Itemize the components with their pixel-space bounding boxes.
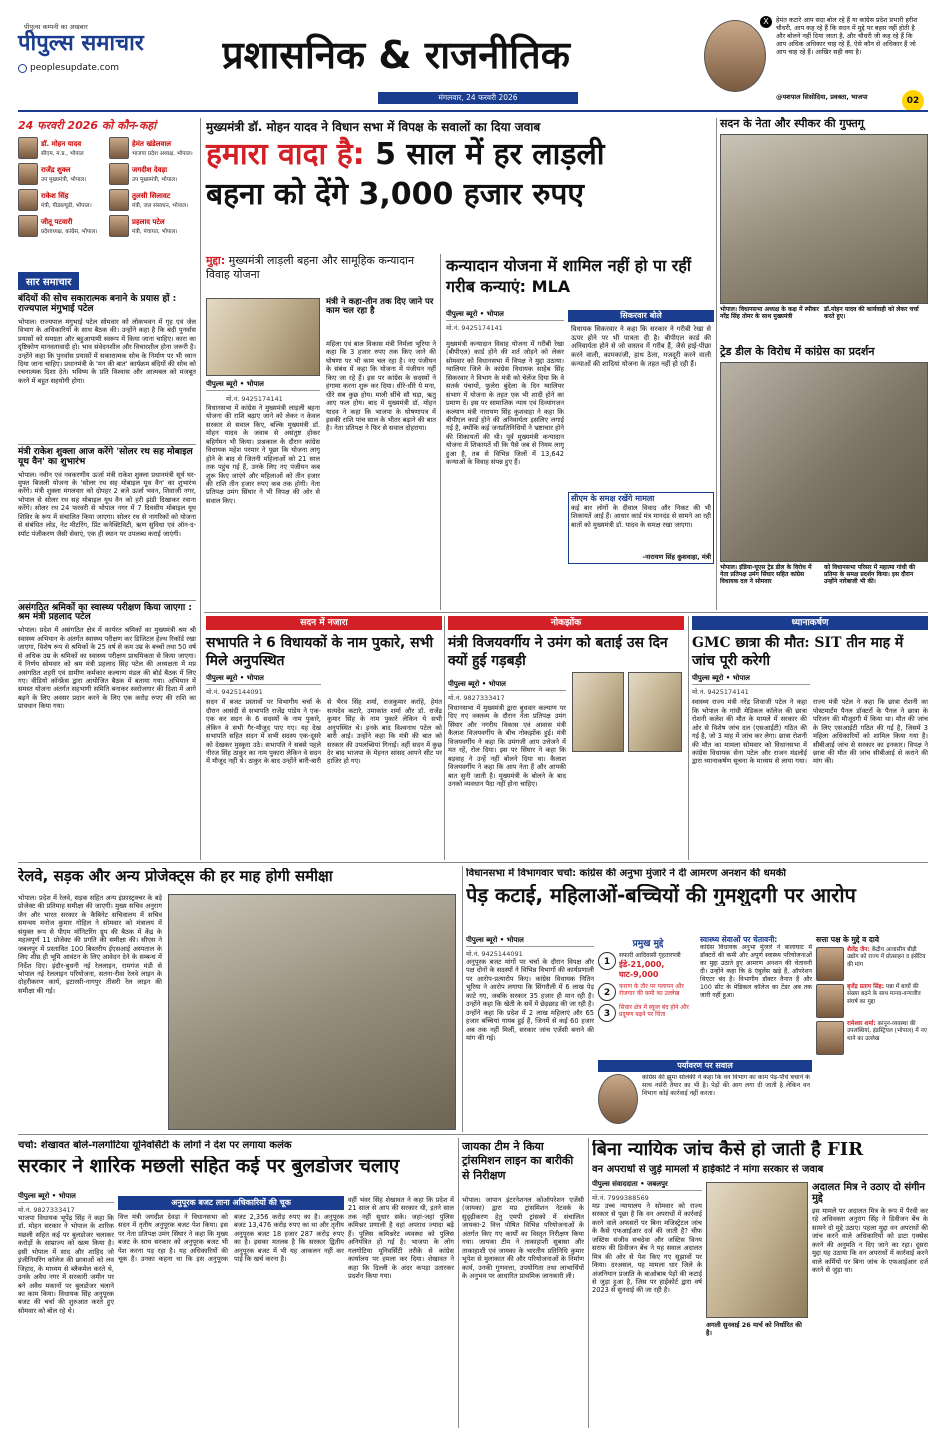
lead-photo [206,298,320,376]
section-title: प्रशासनिक & राजनीतिक [222,33,570,77]
right-divider [716,118,717,610]
sadan-block [720,118,928,336]
fir-photo-caption: अगली सुनवाई 26 मार्च को निर्धारित की है। [706,1321,802,1337]
tweet-avatar [704,20,766,92]
sabhapati-byline: पीपुल्स ब्यूरो • भोपाल [206,674,321,685]
ruling-item-3: रामेश्वर शर्मा: कानून-व्यवस्था की उपलब्धियां, इंडस्ट्रियल (भोपाल) में नए थाने का उल्लेख [816,1021,928,1055]
railway-photo [168,894,456,1130]
ruling-item-1: शैलेंद्र जैन: केंद्रीय आवासीय बीड़ी उद्योग को राज्य में प्रोत्साहन व इंसेंटिव की मांग [816,947,928,981]
env-box [598,1060,812,1130]
person-avatar [18,137,38,159]
mudde-box [598,936,698,1056]
person-role: मंत्री, पीडब्ल्यूडी, भोपाल। [41,202,92,209]
vijay-block [448,616,684,860]
person-role: उप मुख्यमंत्री, भोपाल। [41,176,87,183]
fir-byline: पीपुल्स संवाददाता • जबलपुर मो.नं. 7999388569 [592,1180,702,1202]
saar-item-2-body: भोपाल। नवीन एवं नवकरणीय ऊर्जा मंत्री राकेश शुक्ला प्रधानमंत्री सूर्य घर-मुफ्त बिजली योजना के 'सोलर रथ सह मोबाइल यूथ वैन' का शुभारंभ करेंगे। मंत्री शुक्ला मंगलवार को दोपहर 2 बजे ऊर्जा भवन, शिवाजी नगर, भोपाल से सोलर रथ सह मोबाइल यूथ वैन को हरी झंडी दिखाकर रवाना करेंगे। सोलर रथ 24 फरवरी से भोपाल नगर में 7 दिवसीय मोबाइल यूथ शिविर के रूप में संचालित किया जाएगा। सोलर रथ से नागरिकों को योजना से संबंधित लोड, नेट मीटरिंग, प्रिंट कनेक्टिविटी, ऋण सुविधा एवं ऑन-द-स्पॉट पंजीकरण जैसी सेवाएं, एक ही स्थान पर उपलब्ध कराई जाएंगी। [18,470,196,538]
lead-quote-title: मंत्री ने कहा-तीन तक दिए जाने पर काम चल रहा है [326,297,434,317]
kanyadan-byline: पीपुल्स ब्यूरो • भोपाल मो.नं. 9425174141 [446,310,564,332]
sabhapati-headline: सभापति ने 6 विधायकों के नाम पुकारे, सभी मिले अनुपस्थित [206,635,434,670]
fir-sub: वन अपराधों से जुड़े मामलों में हाईकोर्ट ने मांगा सरकार से जवाब [592,1164,824,1175]
tweet-handle: @यशपाल सिसोदिया, प्रवक्ता, भाजपा [776,93,868,101]
sabhapati-mobile: मो.नं. 9425144091 [206,688,263,697]
saar-item-1 [18,295,196,440]
saar-item-2 [18,444,196,596]
sikarwar-label: सिकरवार बोले [568,310,714,322]
person-name: डॉ. मोहन यादव [41,139,82,148]
person-avatar [109,163,129,185]
page-number: 02 [902,90,924,112]
vijay-byline: पीपुल्स ब्यूरो • भोपाल [448,680,566,691]
anshan-byline: पीपुल्स ब्यूरो • भोपाल मो.नं. 9425144091 [466,936,594,958]
lead-col-2: महिला एवं बाल विकास मंत्री निर्मला भूरिया ने कहा कि 3 हजार रुपए तक किए जाने की घोषणा पर भी काम चल रहा है। नए पंजीयन के संबंध में कहा कि योजना में पंजीयन नहीं किए जा रहे हैं। इस पर कांग्रेस के सदस्यों ने हंगामा करना शुरू कर दिया। धीरे-धीरे ये मना, धीरे सब कुछ होय। माली सींचे सौ घड़ा, ऋतु आए फल होय। बाद में मुख्यमंत्री डॉ. मोहन यादव ने कहा कि भाजपा के घोषणापत्र में इसकी राशि पांच साल के भीतर बढ़ाने की बात है। नेता प्रतिपक्ष ने फिर से सवाल दोहराया। [326,340,436,433]
person-entry [109,215,196,237]
kanyadan-body: मुख्यमंत्री कन्यादान विवाह योजना में गरीबी रेखा (बीपीएल) कार्ड होने की शर्त जोड़ने को लेकर सोमवार को विधानसभा में विपक्ष ने मुद्दा उठाया। ग्वालियर जिले के कांग्रेस विधायक साहेब सिंह सिकरवार ने विभाग के मंत्री को चेलेंज दिया कि वे सतर्क पंचायों, फुलेरा बुंदेला के दिन ग्वालियर संभाग में योजना के तहत एक भी शादी होने का प्रमाण दें। इस पर सामाजिक न्याय एवं दिव्यांगजन कल्याण मंत्री नारायण सिंह कुशवाहा ने कहा कि बीपीएल कार्ड होने की अनिवार्यता इसलिए लगाई गई है, क्योंकि कई जनप्रतिनिधियों ने भ्रष्टाचार होने की शिकायतों की थी। पूर्व मुख्यमंत्री कन्यादान योजना में शिकायतें थीं कि पैसे जब से नियम लागू हुआ है, तब से विभिन्न जिलों में 13,642 कन्याओं के विवाह संपन्न हुए हैं। [446,340,564,467]
lower-divider [462,866,463,1132]
masthead-logo [18,22,218,92]
saar-label: सार समाचार [18,272,79,290]
vijay-mobile: मो.नं. 9827333417 [448,694,505,702]
trade-caption-2: को विधानसभा परिसर में महात्मा गांधी की प्रतिमा के समक्ष प्रदर्शन किया। इस दौरान उन्होंने नारेबाजी भी की। [824,564,915,586]
person-name: राकेश सिंह [41,191,69,200]
person-avatar [109,137,129,159]
globe-icon [18,64,27,73]
row-rule-3 [18,1134,928,1135]
health-body: कांग्रेस विधायक अनुभा मुंजारे ने बालाघाट में डॉक्टरों की कमी और अपूर्ण स्वास्थ्य परियोजनाओं का मुद्दा उठाते हुए आमरण अनशन की चेतावनी दी। उन्होंने कहा कि 8 एंबुलेंस खड़े हैं, ऑपरेशन थिएटर बंद है। विभागीय डॉक्टर तैनात हैं और 100 सीट के मेडिकल कॉलेज का टेंडर अब तक जारी नहीं हुआ। [700,944,812,999]
person-entry [109,163,196,185]
tweet-box [696,12,928,108]
mudde-3: 3 सिवार क्षेत्र में स्कूल बंद होने और प्रदूषण बढ़ने पर चिंता [598,1004,698,1022]
saar-item-3-body: भोपाल। प्रदेश में असंगठित क्षेत्र में कार्यरत श्रमिकों का मुख्यमंत्री श्रम श्री स्वास्थ्य अभियान के अंतर्गत स्वास्थ्य परीक्षण कर डिजिटल हेल्थ रिकॉर्ड रखा जाएगा, विशेष रूप से श्रमिकों के 25 वर्ष से कम उम्र के बच्चों तथा 50 वर्ष से अधिक उम्र के श्रमिकों का स्वास्थ्य परीक्षण प्राथमिकता से किया जाएगा। ये निर्णय सोमवार को श्रम मंत्री प्रहलाद सिंह पटेल की अध्यक्षता में मप्र असंगठित शहरी एवं ग्रामीण कर्मकार कल्याण मंडल की बोर्ड बैठक में लिए गए। वीडियो कॉन्फ्रेंस द्वारा आयोजित बैठक में बताया गया। अभियान में समस्त योजना अंतर्गत सहभागी समिति बनाकर स्वरोजगार की दिशा में आगे बढ़ने के लिए अवसर प्रदान करने के लिए एक करोड़ रुपए की राशि का प्रावधान किया गया। [18,626,196,711]
logo-tagline: पीपुल्स कम्पनी का अखबार [24,23,88,31]
supp-body: वित्त मंत्री जगदीश देवड़ा ने विधानसभा को सदन में तृतीय अनुपूरक बजट पेश किया। इस पर नेता प्रतिपक्ष उमंग सिंघार ने कहा कि मुख्य बजट के साथ सरकार को अनुपूरक बजट भी पेश करना पड़ रहा है। यह अधिकारियों की चूक है। उनका कहना था कि इस अनुपूरक बजट 2,356 करोड़ रुपए का है। अनुपूरक बजट 13,476 करोड़ रुपए का था और तृतीय अनुपूरक बजट 18 हजार 287 करोड़ रुपए का है। इसका मतलब है कि सरकार द्वितीय अनुपूरक बजट में भी यह आकलन नहीं कर पाई कि खर्च करना है। [118,1213,344,1264]
sikarwar-box [568,310,714,586]
jayaka-headline: जायका टीम ने किया ट्रांसमिशन लाइन का बारीकी से निरीक्षण [462,1140,574,1182]
sadan-header: सदन के नेता और स्पीकर की गुफ्तगू [720,117,864,130]
lead-kicker: मुख्यमंत्री डॉ. मोहन यादव ने विधान सभा में विपक्ष के सवालों का दिया जवाब [206,120,541,134]
trade-photo [720,362,928,562]
jayaka-body: भोपाल। जापान इंटरनेशनल कोऑपरेशन एजेंसी (जायका) द्वारा मप्र ट्रांसमिशन नेटवर्क के सुदृढ़ीकरण हेतु एमपी ट्रांसको में संचालित जायका-2 वित्त पोषित विभिन्न परियोजनाओं के अंतर्गत किए गए कार्यों का विस्तृत निरीक्षण किया गया। जायका टीम ने ताकाहाशी सुबासा और ताकाहाशी एवं जायका के भारतीय प्रतिनिधि कुमार भूपेश से मुलाकात की और परियोजनाओं के निर्माण कार्य, उनकी गुणवत्ता, उपयोगिता तथा लाभार्थियों के अनुभव पर आधारित प्राथमिक जानकारी ली। [462,1196,584,1280]
bulldozer-headline: सरकार ने शारिक मछली सहित कई पर बुलडोजर चलाए [18,1156,400,1177]
railway-body: भोपाल। प्रदेश में रेलवे, सड़क सहित अन्य इंफ्रास्ट्रक्चर के बड़े प्रोजेक्ट की प्रतिमाह समीक्षा की जाएगी। मुख्य सचिव अनुराग जैन और भारत सरकार के कैबिनेट सचिवालय में सचिव समन्वय मनोज कुमार गोहिल ने सोमवार को मंत्रालय में संयुक्त रूप से पीएम मॉनिटरिंग ग्रुप की बैठक में केंद्र के महत्वपूर्ण 11 प्रोजेक्ट की प्रगति की समीक्षा की। सीएस ने जबलपुर में प्रस्तावित 100 बिस्तरीय ईएसआई अस्पताल के लिए शीघ्र ही भूमि आवंटन के लिए आवेदन देने के सम्बन्ध में निर्देश दिए। इंदौर-बुधनी नई रेललाइन, रामगंज मंडी से भोपाल नई रेललाइन परियोजना, सतना-रीवा रेलवे लाइन के दोहरीकरण कार्य, इटारसी-नागपुर तीसरी रेल लाइन की समीक्षा की गई। [18,894,162,995]
mudde-title: प्रमुख मुद्दे [632,939,664,949]
sabhapati-block [206,616,442,860]
who-where-box [18,118,196,263]
env-label: पर्यावरण पर सवाल [598,1060,812,1072]
person-name: तुलसी सिलावट [132,191,171,200]
lead-headline [206,136,714,248]
supp-label: अनुपूरक बजट लाना अधिकारियों की चूक [118,1196,344,1210]
person-role: सीएम, म.प्र., भोपाल [41,150,84,157]
lead-mobile: मो.नं. 9425174141 [226,395,283,403]
ruling-avatar-2 [816,984,844,1018]
lead-headline-part3: बहना को देंगे 3,000 हजार रुपए [206,177,585,212]
gmc-headline: GMC छात्रा की मौत: SIT तीन माह में जांच पूरी करेगी [692,635,904,670]
cm-box-title: सीएम के समक्ष रखेंगे मामला [571,494,655,503]
gmc-mobile: मो.नं. 9425174141 [692,688,749,697]
mudde-3-number: 3 [598,1004,616,1022]
person-avatar [109,189,129,211]
bulldozer-body: भाजपा विधायक भूपेंद्र सिंह ने कहा कि डॉ. मोहन सरकार ने भोपाल के शारिक मछली सहित कई पर बुलडोजर चलाकर करोड़ों के साम्राज्य को खत्म किया है। इसी भोपाल में साद और शाहिद जो इंजीनियरिंग कॉलेज की छात्राओं को लव जिहाद, के माध्यम से ब्लैकमेल करते थे, उनके अवैध नगर में सरकारी जमीन पर बने अवैध मकानों पर बुलडोजर चलाने का काम किया। विधायक सिंह अनुपूरक बजट की चर्चा की शुरुआत करते हुए सोमवार को बोल रहे थे। [18,1214,114,1315]
trade-header: ट्रेड डील के विरोध में कांग्रेस का प्रदर्शन [720,345,875,358]
gmc-byline: पीपुल्स ब्यूरो • भोपाल [692,674,810,685]
lead-headline-part2: 5 साल में हर लाड़ली [375,137,605,172]
mid-divider-1 [444,616,445,860]
logo-url [18,63,218,73]
mudde-2-number: 2 [598,983,616,1001]
gmc-body: स्वास्थ्य राज्य मंत्री नरेंद्र शिवाजी पटेल ने कहा कि भोपाल के गांधी मेडिकल कॉलेज की छात्रा रोशनी कलेश की मौत के मामले में सरकार की ओर से विशेष जांच दल (एसआईटी) गठित की गई है, जो 3 माह में जांच कर लेगा। छात्रा रोशनी की मौत का मामला सोमवार को विधानसभा में कांग्रेस विधायक सेना पटेल और राजन मंडलोई द्वारा ध्यानाकर्षण सूचना के माध्यम से लाया गया। राज्य मंत्री पटेल ने कहा कि छात्रा रोशनी का पोस्टमार्टम पैनल डॉक्टरों के पैनल ने छात्रा के परिजन की मौजूदगी में किया था। मौत की जांच के लिए एसआईटी गठित की गई है, जिसमें 3 महिला अधिकारियों को शामिल किया गया है। सीबीआई जांच से सरकार का इनकार। विपक्ष ने छात्रा की मौत की जांच सीबीआई से कराने की मांग की। [692,698,928,766]
person-name: जीतू पटवारी [41,217,73,226]
person-name: जगदीश देवड़ा [132,165,168,174]
ruling-item-2: बृजेंद्र प्रताप सिंह: पन्ना में बाघों की संख्या बढ़ने के साथ मानव-वन्यजीव संघर्ष का मुद्दा [816,984,928,1018]
vijay-body: विधानसभा में मुख्यमंत्री द्वारा बुधवार कल्याण पर दिए गए वक्तव्य के दौरान नेता प्रतिपक्ष उमंग सिंघार और नगरीय विकास एवं आवास मंत्री कैलाश विजयवर्गीय के बीच नोकझोंक हुई। मंत्री विजयवर्गीय ने कहा कि उमंगजी आप उत्तेजने में मत रहें, रोल दिया। इस पर सिंघार ने कहा कि बड़वाह ने उन्हें नहीं बोलने दिया था। कैलाश विजयवर्गीय ने कहा कि आप नेता हैं और आपकी बात सुनी जाती है। मुख्यमंत्री के बोलने के बाद उनको व्यवधान पैदा नहीं होना चाहिए। [448,704,566,788]
saar-samachar [18,270,196,870]
masthead-rule [18,110,928,112]
trade-block [720,346,928,610]
fir-body: मप्र उच्च न्यायालय ने सोमवार को राज्य सरकार से पूछा है कि वन अपराधों में कार्रवाई करने वाले अफसरों पर बिना मजिस्ट्रेटल जांच के कैसे एफआईआर दर्ज की जाती है? चीफ जस्टिस संजीव सचदेवा और जस्टिस विनय सराफ की डिवीजन बेंच ने यह सवाल अदालत मित्र की ओर से पेश किए गए सुझावों पर किया। दरअसल, यह मामला धार जिले के अंजनियान प्रजाति के बाओबाब पेड़ों की कटाई से जुड़ा हुआ है, जिस पर हाईकोर्ट द्वारा वर्ष 2023 से सुनवाई की जा रही है। [592,1202,702,1295]
person-entry [18,137,105,159]
column-divider [200,118,201,860]
person-entry [18,189,105,211]
saar-item-1-body: भोपाल। राज्यपाल मंगुभाई पटेल सोमवार को लोकभवन में गृह एवं जेल विभाग के अधिकारियों के साथ बैठक की। उन्होंने कहा है कि बंदी पुनर्वास प्रयासों को समग्रता और बहुआयामी स्वरूप में किया जाना चाहिए। कारा का दृष्टिकोण मानवतावादी हो। भाव संवेदनशील और विचारशील होना जरूरी है। उन्होंने कहा कि पुनर्वास प्रयासों में सकारात्मक सोच के निर्माण पर भी ध्यान दिया जाना चाहिए। प्रधानमंत्री के 'मन की बात' कार्यक्रम बंदियों की सोच को रचनात्मक दिशा देते। भविष्य के प्रति विश्वास और आत्मबल को मजबूत करने में बहुत सहयोगी होगा। [18,317,196,385]
sadan-caption-2: डॉ.मोहन यादव की कार्यवाही को लेकर चर्चा करते हुए। [824,306,919,321]
lead-headline-red: हमारा वादा है: [206,137,365,172]
saar-item-3-title: असंगठित श्रमिकों का स्वास्थ्य परीक्षण किया जाएगा : श्रम मंत्री प्रहलाद पटेल [18,602,192,623]
sabhapati-body: सदन में बजट प्रस्तावों पर विभागीय चर्चा के दौरान आसंदी से सभापति राजेंद्र पांडेय ने एक-एक कर सदन के 6 सदस्यों के नाम पुकारे, लेकिन वे सभी गैर-मौजूद पाए गए। यह देख सभापति सहित सदन में सभी सदस्य एक-दूसरे को देखकर मुस्कुरा उठे। सभापति ने सबसे पहले नीरज सिंह ठाकुर का नाम पुकारा लेकिन वे सदन में मौजूद नहीं थे। ठाकुर के बाद उन्होंने बारी-बारी से भैरव सिंह शर्मा, राजकुमार कर्राहे, हेमंत सत्यदेव कटारे, उमाकांत शर्मा और डॉ. राजेंद्र कुमार सिंह के नाम पुकारे लेकिन ये सभी अनुपस्थित थे। इनके बाद विश्वनाथ पटेल को बारी आई। उन्होंने कहा कि मंत्री की बात को सरकार की उपलब्धियां गिनाईं। वहीं सदन में कुछ देर बाद भाजपा के मेहनत सांसद आपने सीट पर हाजिर हो गए। [206,698,442,766]
adalat-box [812,1182,928,1426]
ruling-avatar-3 [816,1021,844,1055]
health-box [700,936,812,1056]
x-icon: X [760,16,772,28]
person-entry [109,189,196,211]
person-role: मंत्री, पंचायत, भोपाल। [132,228,178,235]
sadan-photo [720,134,928,304]
kanyadan-headline: कन्यादान योजना में शामिल नहीं हो पा रहीं गरीब कन्याएं: MLA [446,256,691,296]
person-entry [109,137,196,159]
trade-caption-1: भोपाल। इंडिया-यूएस ट्रेड डील के विरोध में नेता प्रतिपक्ष उमंग सिंघार सहित कांग्रेस विधायक दल ने सोमवार [720,564,812,586]
cm-box-text: कई बार लोगों के दीवाल विवाद और निकट की भी शिकायतें आई हैं। आधार कार्ड मंत्र मानदंड से सामने आ रही बातों को मुख्यमंत्री डॉ. यादव के समक्ष रखा जाएगा। [571,503,711,529]
ruling-title: सत्ता पक्ष के मुद्दे व दावे [816,935,880,944]
person-avatar [109,215,129,237]
person-name: प्रहलाद पटेल [132,217,165,226]
saar-item-1-title: बंदियों की सोच सकारात्मक बनाने के प्रयास हों : राज्यपाल मंगुभाई पटेल [18,294,177,314]
people-grid [18,137,196,237]
adalat-body: इस मामले पर अदालत मित्र के रूप में पैरवी कर रहे अधिवक्ता अनुराग सिंह ने डिवीजन बेंच के सामने दो मुद्दे उठाए। पहला मुद्दा वन अपराधों की जांच करने वाले अधिकारियों को डाटा एक्सेस करने की अनुमति न दिए जाने का रहा। दूसरा मुद्दा यह उठाया कि वन अपराधों में कार्रवाई करने वाले कर्मियों पर बिना जांच के एफआईआर दर्ज करने से जुड़ा था। [812,1207,928,1275]
person-avatar [18,163,38,185]
bulldozer-col-3: वहीं भंवर सिंह शेखावत ने कहा कि प्रदेश में 21 साल से आप की सरकार थी, इतने साल तक नहीं सुधार सके। जहां-जहां पुलिस कमिश्नर प्रणाली है वहां अपराध ज्यादा बढ़े हैं। पुलिस कमिश्नरेट व्यवस्था को पुलिस अनियंत्रित हो गई है। भाजपा के लोग गलगोटिया यूनिवर्सिटी तरीके से कांग्रेस कार्यालय पर हमला कर दिया। शेखावत ने कहा कि दिल्ली के अंदर कपड़ा उतारकर प्रदर्शन किया गया। [348,1196,454,1280]
logo-text: पीपुल्स समाचार [18,31,144,56]
fir-headline: बिना न्यायिक जांच कैसे हो जाती है FIR [592,1140,864,1160]
person-role: उप मुख्यमंत्री, भोपाल। [132,176,178,183]
anshan-headline: पेड़ कटाई, महिलाओं-बच्चियों की गुमशुदगी पर आरोप [466,884,856,906]
person-avatar [18,215,38,237]
mudde-1: 1 सफारी आदिवासी गृहतारपत्री ईडे-21,000, घाट-9,000 [598,952,698,980]
person-entry [18,163,105,185]
lead-byline: पीपुल्स ब्यूरो • भोपाल [206,380,320,393]
bulldozer-byline: पीपुल्स ब्यूरो • भोपाल मो.नं. 9827333417 [18,1192,114,1214]
bottom-divider-2 [588,1138,589,1428]
lead-subhead: मुद्दा: मुख्यमंत्री लाड़ली बहना और सामूहिक कन्यादान विवाह योजना [206,254,415,282]
fir-photo [706,1182,808,1318]
mudde-1-number: 1 [598,952,616,970]
railway-headline: रेलवे, सड़क और अन्य प्रोजेक्ट्स की हर माह होगी समीक्षा [18,868,333,885]
row-rule-2 [18,862,928,863]
adalat-title: अदालत मित्र ने उठाए दो संगीन मुद्दे [812,1182,925,1204]
lead-quote [326,298,436,320]
cm-box [568,492,714,564]
env-body: कांग्रेस की झूमा सोलंकी ने कहा कि वन विभाग का काम पेड़-पौधे बचाने के साथ नर्सरी तैयार का भी है। पेड़ों की आग लगा दी जाती है लेकिन वन विभाग कोई कार्रवाई नहीं करता। [642,1074,810,1098]
lead-divider [440,254,441,610]
mid-divider-2 [688,616,689,860]
sikarwar-text: विधायक सिकरवार ने कहा कि सरकार ने गरीबी रेखा से ऊपर होने पर भी पात्रता दी है। बीपीएल कार्ड की अनिवार्यता होने से जो वास्तव में गरीब हैं, जैसे हाई-पीछा करने वाली, कामकाजी, हाथ ठेला, मजदूरी करने वाली कन्याओं की शादियां योजना के तहत नहीं हो रही हैं। [571,325,711,368]
tweet-text: हेमंत कटारे आप सदा बोल रहे हैं या कांग्रेस प्रदेश प्रभारी हरीश चौधरी, आप कह रहे हैं कि सदन में मुद्दे पर बहस नहीं होती है और बोलने नहीं दिया जाता है, और चौधरी जी कह रहे हैं कि आप अधिक अधिकार चाह रहे हैं, ऐसे कौन से अधिकार हैं जो आप चाह रहे हैं। आखिर सही क्या है। [776,16,918,56]
bottom-divider-1 [458,1138,459,1428]
saar-item-2-title: मंत्री राकेश शुक्ला आज करेंगे 'सोलर रथ सह मोबाइल यूथ वैन' का शुभारंभ [18,446,193,467]
gmc-label: ध्यानाकर्षण [692,616,928,630]
ruling-avatar-1 [816,947,844,981]
env-avatar [598,1074,638,1124]
gmc-block [692,616,928,860]
vijay-photo-1 [572,672,624,752]
anshan-body: अनुपूरक बजट मांगों पर चर्चा के दौरान विपक्ष और पक्ष दोनों के सदस्यों ने विभिन्न विभागों की कार्यप्रणाली पर आरोप-प्रत्यारोप किए। कांग्रेस विधायक नितिन भूरिया ने आरोप लगाया कि सिंगरौली में 6 लाख पेड़ काटे गए, जबकि सरकार 35 हजार ही मान रही है। उन्होंने कहा कि खेती के सर्वे में छेड़छाड़ की जा रही है। उन्होंने कहा कि प्रदेश में 2 लाख महिलाएं और 65 हजार बच्चियां गायब हुई हैं, जिनमें से कई 60 हजार अब तक नहीं मिलीं, सरकार जांच एजेंसी बनाने की मांग की गई। [466,958,594,1042]
ruling-box [816,936,928,1130]
vijay-label: नोकझोंक [448,616,684,630]
person-name: हेमंत खंडेलवाल [132,139,171,148]
supp-box [118,1196,344,1426]
vijay-headline: मंत्री विजयवर्गीय ने उमंग को बताई उस दिन क्यों हुई गड़बड़ी [448,635,668,670]
person-role: मंत्री, जल संसाधन, भोपाल। [132,202,189,209]
person-entry [18,215,105,237]
anshan-kicker: विधानसभा में विभागवार चर्चा: कांग्रेस की अनुभा मुंजारे ने दी आमरण अनशन की धमकी [466,868,786,879]
sabhapati-label: सदन में नजारा [206,616,442,630]
website-text: peoplesupdate.com [30,63,119,73]
person-name: राजेंद्र शुक्ल [41,165,71,174]
lead-col-1: विधानसभा में कांग्रेस ने मुख्यमंत्री लाड़ली बहना योजना की राशि बढ़ाए जाने को लेकर न केवल सरकार से सवाल किए, बल्कि मुख्यमंत्री डॉ. मोहन यादव के जवाब से असंतुष्ट होकर बहिर्गमन भी किया। प्रश्नकाल के दौरान कांग्रेस विधायक महेश परमार ने पूछा कि योजना लागू होने के बाद से जितनी महिलाओं को 21 साल तक पहुंच गई हैं, उनके लिए नए पंजीयन कब शुरू किए जाएंगे और महिलाओं को तीन हजार की राशि तीन हजार रुपए कब तक होगी। नेता प्रतिपक्ष उमंग सिंघार ने भी विपक्ष की ओर से सवाल किए। [206,404,320,505]
mudde-2: 2 कारण के तौर पर पलायन और रोजगार की कमी का उल्लेख [598,983,698,1001]
who-where-title: 24 फरवरी 2026 को कौन-कहां [18,119,157,132]
row-rule-1 [204,612,928,613]
vijay-photo-2 [628,672,682,752]
cm-box-sign: -नारायण सिंह कुशवाहा, मंत्री [642,552,711,561]
person-avatar [18,189,38,211]
person-role: प्रदेशाध्यक्ष, कांग्रेस, भोपाल। [41,228,98,235]
sadan-caption-1: भोपाल। विधानसभा अध्यक्ष के कक्ष में स्पीकर नरेंद्र सिंह तोमर के साथ मुख्यमंत्री [720,306,819,321]
bulldozer-kicker: चर्चा: शेखावत बोले-गलगोटिया यूनिवर्सिटी के लोगों ने देश पर लगाया कलंक [18,1140,292,1151]
health-title: स्वास्थ्य सेवाओं पर चेतावनी: [700,935,778,944]
date-line: मंगलवार, 24 फरवरी 2026 [378,92,578,104]
saar-item-3 [18,600,196,795]
person-role: भाजपा प्रदेश अध्यक्ष, भोपाल। [132,150,193,157]
